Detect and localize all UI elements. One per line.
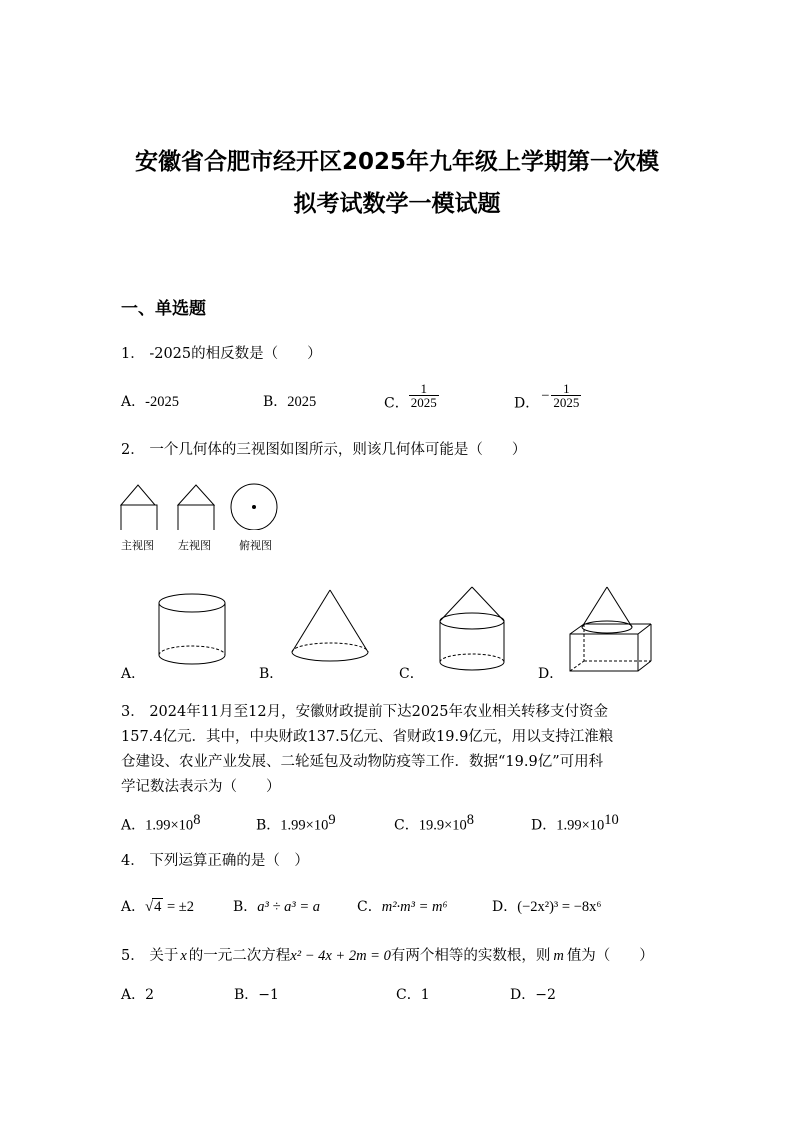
top-view-shape — [231, 484, 277, 530]
q3-option-b-exponent: 9 — [328, 812, 336, 828]
q1-option-a — [121, 391, 179, 411]
q4-option-d — [492, 896, 601, 916]
q4-option-a-rest: = ±2 — [163, 899, 194, 915]
q3-option-d-exponent: 10 — [604, 812, 619, 828]
q1-option-a-value: -2025 — [145, 394, 179, 410]
question-3-line1: 3． 2024年11月至12月，安徽财政提前下达2025年农业相关转移支付资金 — [121, 704, 609, 720]
q2-option-d-label: D． — [538, 666, 564, 682]
section-heading: 一、单选题 — [121, 299, 206, 319]
q1-option-d-sign: − — [541, 387, 550, 404]
question-1-text: 1． -2025的相反数是（ ） — [121, 346, 322, 362]
question-5-text — [121, 944, 654, 965]
q1-option-c-label: C． — [384, 395, 409, 412]
q4-option-b-value: a³ ÷ a³ = a — [257, 899, 320, 915]
q4-option-a-radicand: 4 — [154, 899, 162, 915]
q4-option-c — [357, 896, 448, 916]
q4-option-c-label: C． — [357, 899, 382, 915]
q3-option-c-label: C． — [394, 817, 419, 834]
q2-option-c-label: C． — [399, 666, 424, 682]
q5-variable-m: m — [553, 948, 564, 964]
q5-end: 值为（ ） — [566, 948, 654, 964]
main-view-shape — [121, 485, 157, 530]
cylinder-icon — [155, 590, 230, 670]
q2-option-b-label: B． — [259, 666, 284, 682]
q3-option-c — [394, 812, 474, 835]
q3-option-b-base: 1.99×10 — [280, 817, 329, 834]
q5-option-d: D．−2 — [510, 987, 556, 1003]
q3-option-a-label: A． — [121, 817, 146, 834]
q3-option-d-label: D． — [531, 817, 557, 834]
q3-option-a-exponent: 8 — [193, 812, 201, 828]
q4-option-c-value: m²·m³ = m⁶ — [381, 899, 448, 915]
q4-option-a — [121, 896, 194, 916]
left-view-shape — [178, 485, 214, 530]
q1-option-d-label: D． — [514, 395, 540, 412]
q1-option-d-denominator: 2025 — [553, 395, 580, 410]
q3-option-c-exponent: 8 — [466, 812, 475, 828]
caption-left-view: 左视图 — [178, 540, 211, 552]
cone-on-cube-icon — [564, 584, 656, 676]
q5-middle: 的一元二次方程 — [188, 948, 291, 964]
q3-option-a-base: 1.99×10 — [145, 817, 194, 834]
q4-option-d-value: (−2x²)³ = −8x⁶ — [517, 899, 602, 915]
document-title-line2: 拟考试数学一模试题 — [293, 191, 501, 217]
q1-option-c-fraction — [409, 382, 439, 409]
q5-option-a: A．2 — [121, 987, 155, 1003]
q1-option-b-value: 2025 — [287, 394, 317, 410]
q5-post: 有两个相等的实数根，则 — [390, 948, 551, 964]
q4-option-b — [233, 896, 320, 916]
q5-variable-x: x — [180, 948, 187, 964]
q1-option-c-numerator: 1 — [420, 381, 427, 396]
caption-top-view: 俯视图 — [239, 540, 272, 552]
q1-option-c-denominator: 2025 — [410, 395, 437, 410]
cone-icon — [288, 586, 373, 666]
q3-option-a — [121, 812, 200, 835]
q5-prefix: 5． 关于 — [121, 948, 179, 964]
caption-main-view: 主视图 — [121, 540, 154, 552]
question-3-line2: 157.4亿元．其中，中央财政137.5亿元、省财政19.9亿元，用以支持江淮粮 — [121, 729, 614, 745]
q4-option-a-label: A． — [121, 899, 146, 915]
q3-option-b-label: B． — [256, 817, 281, 834]
sqrt-icon: √ — [145, 899, 154, 915]
q1-option-d-numerator: 1 — [563, 381, 570, 396]
three-views-figure — [118, 480, 288, 530]
q5-equation: x² − 4x + 2m = 0 — [290, 948, 391, 964]
q1-option-c — [384, 382, 439, 413]
q5-option-b: B．−1 — [234, 987, 279, 1003]
q3-option-c-base: 19.9×10 — [418, 817, 467, 834]
q4-option-b-label: B． — [233, 899, 258, 915]
question-3-line3: 仓建设、农业产业发展、二轮延包及动物防疫等工作．数据“19.9亿”可用科 — [121, 754, 604, 770]
q2-option-a-label: A． — [121, 666, 146, 682]
question-4-text: 4． 下列运算正确的是（ ） — [121, 853, 309, 869]
q1-option-a-label: A． — [121, 394, 146, 410]
document-title-line1: 安徽省合肥市经开区2025年九年级上学期第一次模 — [134, 149, 659, 175]
q1-option-b-label: B． — [263, 394, 288, 410]
question-2-text: 2． 一个几何体的三视图如图所示，则该几何体可能是（ ） — [121, 442, 527, 458]
q1-option-b — [263, 391, 316, 411]
q4-option-d-label: D． — [492, 899, 518, 915]
q3-option-d — [531, 812, 619, 835]
q5-option-c: C．1 — [396, 987, 430, 1003]
cone-on-cylinder-icon — [432, 584, 512, 674]
question-3-line4: 学记数法表示为（ ） — [121, 779, 281, 795]
q3-option-d-base: 1.99×10 — [556, 817, 605, 834]
q3-option-b — [256, 812, 336, 835]
q1-option-d-fraction — [551, 382, 581, 409]
q1-option-d — [514, 382, 581, 413]
